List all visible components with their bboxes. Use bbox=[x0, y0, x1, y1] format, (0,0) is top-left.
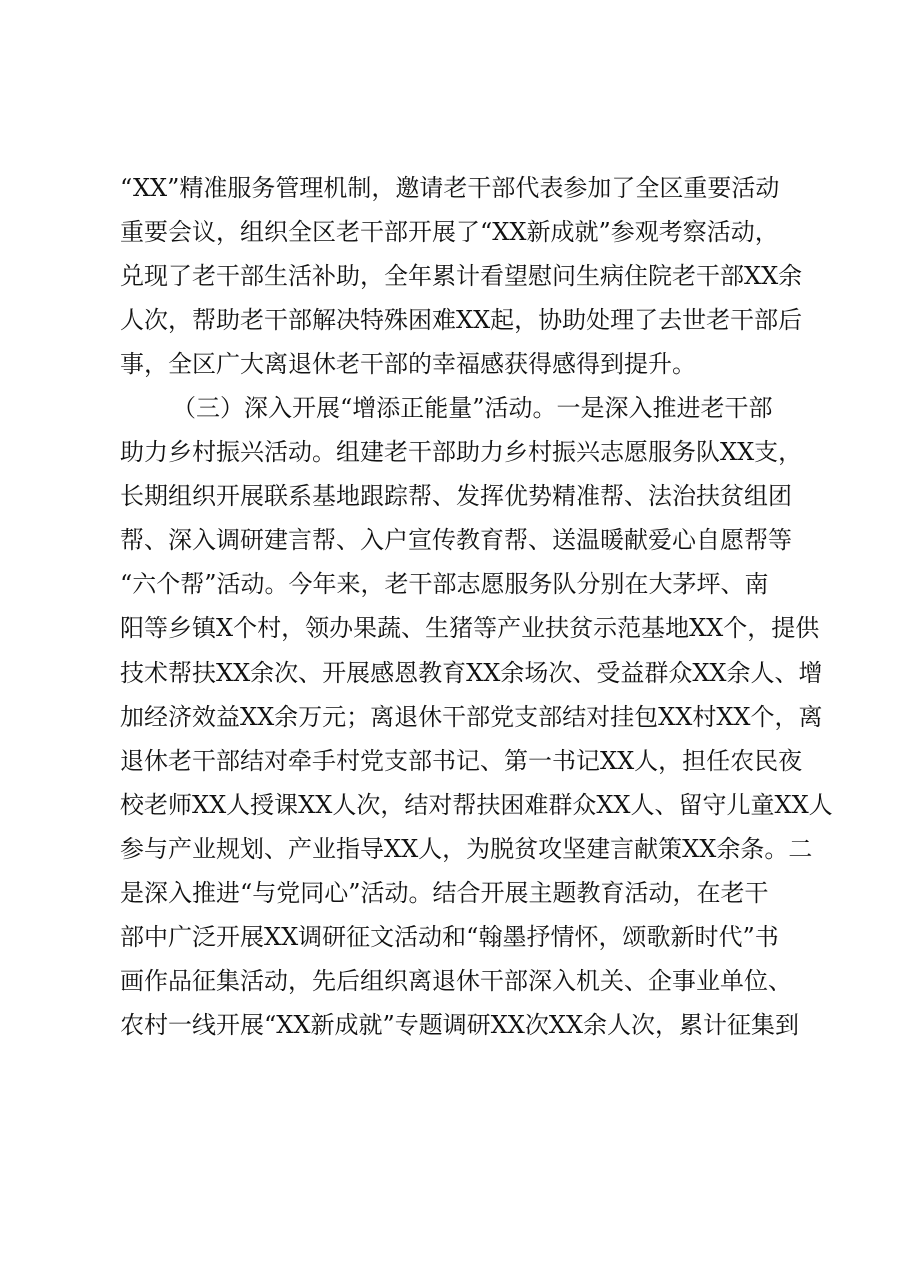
text-line: 画作品征集活动，先后组织离退休干部深入机关、企事业单位、 bbox=[120, 966, 792, 995]
text-line: 长期组织开展联系基地跟踪帮、发挥优势精准帮、法治扶贫组团 bbox=[120, 482, 792, 511]
text-line: 校老师XX人授课XX人次，结对帮扶困难群众XX人、留守儿童XX人 bbox=[120, 790, 833, 819]
section-heading-line: （三）深入开展“增添正能量”活动。一是深入推进老干部 bbox=[172, 394, 773, 423]
text-line: 退休老干部结对牵手村党支部书记、第一书记XX人，担任农民夜 bbox=[120, 746, 803, 775]
text-line: 帮、深入调研建言帮、入户宣传教育帮、送温暖献爱心自愿帮等 bbox=[120, 526, 792, 555]
text-line: 助力乡村振兴活动。组建老干部助力乡村振兴志愿服务队XX支， bbox=[120, 438, 803, 467]
text-line: 阳等乡镇X个村，领办果蔬、生猪等产业扶贫示范基地XX个，提供 bbox=[120, 614, 820, 643]
text-line: 重要会议，组织全区老干部开展了“XX新成就”参观考察活动， bbox=[120, 218, 779, 247]
text-line: 部中广泛开展XX调研征文活动和“翰墨抒情怀，颂歌新时代”书 bbox=[120, 922, 779, 951]
body-text bbox=[120, 166, 840, 1047]
text-line: 兑现了老干部生活补助，全年累计看望慰问生病住院老干部XX余 bbox=[120, 262, 803, 291]
text-line: “XX”精准服务管理机制，邀请老干部代表参加了全区重要活动 bbox=[120, 174, 780, 202]
text-line: 是深入推进“与党同心”活动。结合开展主题教育活动，在老干 bbox=[120, 878, 769, 907]
text-line: 农村一线开展“XX新成就”专题调研XX次XX余人次，累计征集到 bbox=[120, 1010, 800, 1039]
text-line: 事，全区广大离退休老干部的幸福感获得感得到提升。 bbox=[120, 350, 696, 379]
text-line: 技术帮扶XX余次、开展感恩教育XX余场次、受益群众XX余人、增 bbox=[120, 658, 823, 687]
text-line: 加经济效益XX余万元；离退休干部党支部结对挂包XX村XX个，离 bbox=[120, 702, 823, 731]
text-line: 参与产业规划、产业指导XX人，为脱贫攻坚建言献策XX余条。二 bbox=[120, 834, 813, 863]
text-line: “六个帮”活动。今年来，老干部志愿服务队分别在大茅坪、南 bbox=[120, 570, 769, 599]
text-line: 人次，帮助老干部解决特殊困难XX起，协助处理了去世老干部后 bbox=[120, 306, 803, 335]
